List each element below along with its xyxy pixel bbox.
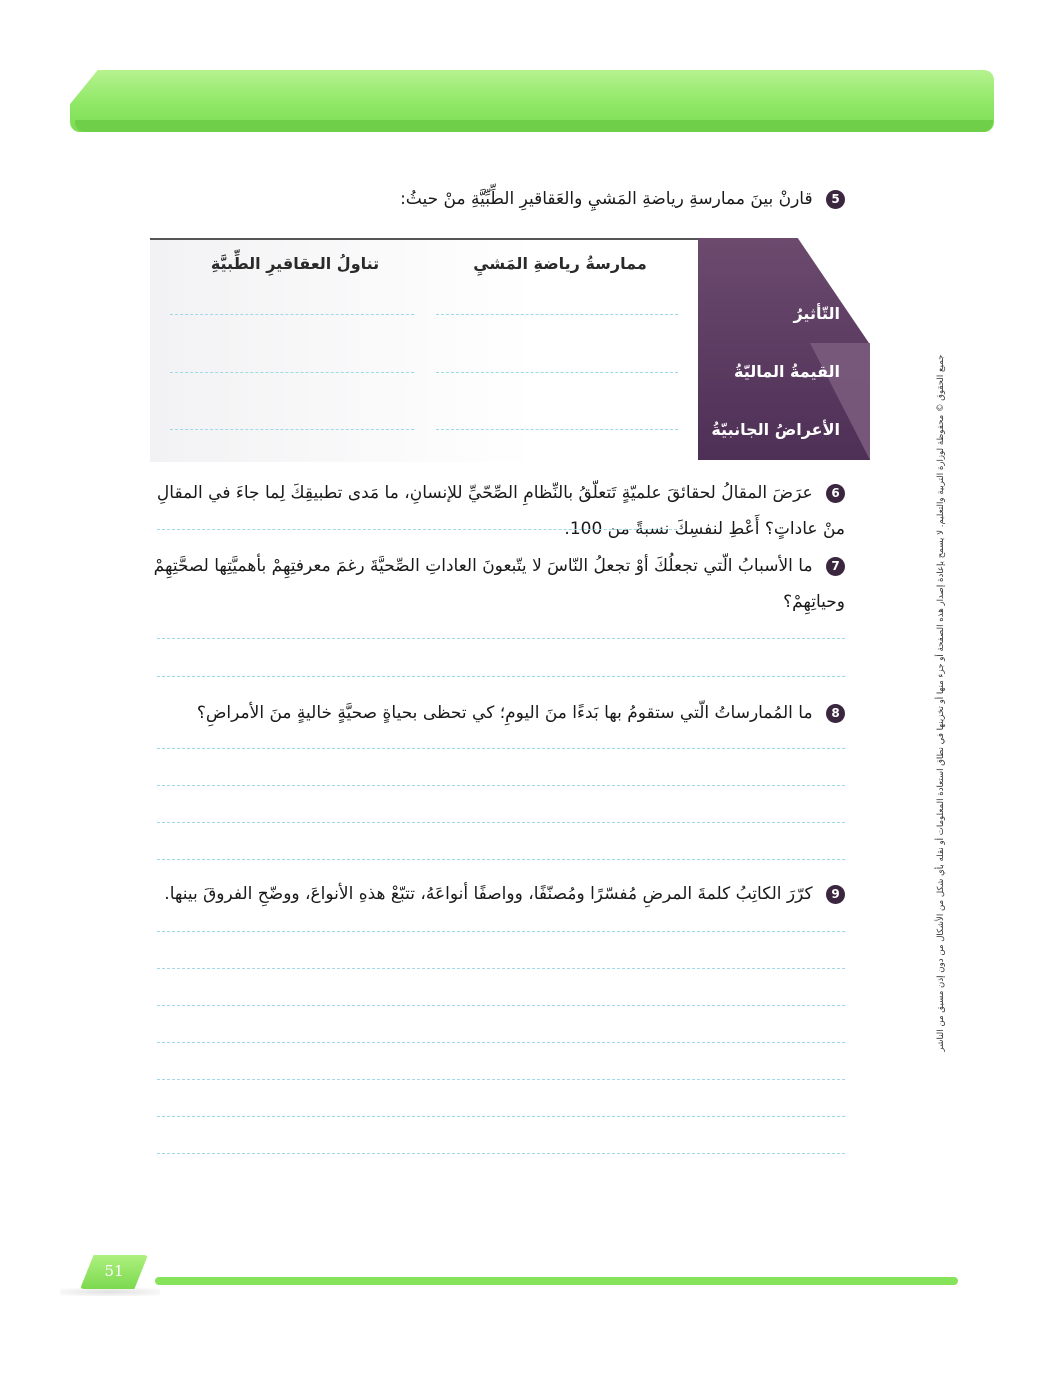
question-9 <box>150 876 845 912</box>
answer-line[interactable] <box>157 1042 845 1043</box>
question-text: ما الأسبابُ الّتي تجعلُكَ أوْ تجعلُ النّاسَ لا يتّبعونَ العاداتِ الصِّحيَّةَ رغمَ معرفتِهِمْ بأهميَّتِها لصحَّتِهِمْ وحياتِهِمْ؟ <box>153 556 845 612</box>
page-number: 51 <box>104 1262 124 1280</box>
answer-line[interactable] <box>157 859 845 860</box>
question-text: كرّرَ الكاتِبُ كلمةَ المرضِ مُفسّرًا ومُصنّفًا، وواصفًا أنواعَهُ، تتبّعْ هذهِ الأنواعَ، ووضّحِ الفروقَ بينها. <box>164 884 813 904</box>
answer-line[interactable] <box>157 529 677 530</box>
answer-line[interactable] <box>157 748 845 749</box>
answer-line[interactable] <box>436 314 678 315</box>
question-8 <box>180 695 845 731</box>
answer-line[interactable] <box>157 822 845 823</box>
answer-line[interactable] <box>157 931 845 932</box>
question-5 <box>380 181 845 217</box>
question-text: عرَضَ المقالُ لحقائقَ علميّةٍ تَتعلّقُ بالنِّظامِ الصِّحّيِّ للإنسانِ، ما مَدى تطبيقِكَ لِما جاءَ في المقالِ منْ عاداتٍ؟ أَعْطِ لنفسِكَ نسبةً من 100. <box>156 483 845 539</box>
question-number-badge: 6 <box>826 484 845 503</box>
copyright-side-note <box>928 346 954 1060</box>
question-7 <box>140 548 845 620</box>
answer-line[interactable] <box>170 314 414 315</box>
footer-bar <box>155 1277 958 1285</box>
answer-line[interactable] <box>436 372 678 373</box>
row-label-side-effects: الأعراضُ الجانبيّةُ <box>711 420 840 439</box>
column-header-walking: ممارسةُ رياضةِ المَشيِ <box>473 254 647 273</box>
question-number-badge: 7 <box>826 557 845 576</box>
answer-line[interactable] <box>157 1005 845 1006</box>
answer-line[interactable] <box>170 429 414 430</box>
answer-line[interactable] <box>157 1116 845 1117</box>
answer-line[interactable] <box>170 372 414 373</box>
column-header-drugs: تناولُ العقاقيرِ الطِّبيَّةِ <box>210 254 380 273</box>
question-text: ما المُمارساتُ الّتي ستقومُ بها بَدءًا منَ اليومِ؛ كي تحظى بحياةٍ صحيَّةٍ خاليةٍ منَ الأمراضِ؟ <box>196 703 813 723</box>
answer-line[interactable] <box>436 429 678 430</box>
answer-line[interactable] <box>157 968 845 969</box>
answer-line[interactable] <box>157 785 845 786</box>
answer-line[interactable] <box>157 1079 845 1080</box>
question-number-badge: 5 <box>826 190 845 209</box>
answer-line[interactable] <box>157 1153 845 1154</box>
answer-line[interactable] <box>157 638 845 639</box>
question-text: قارنْ بينَ ممارسةِ رياضةِ المَشيِ والعَقاقيرِ الطِّبِّيَّةِ منْ حيثُ: <box>400 189 813 209</box>
question-number-badge: 9 <box>826 885 845 904</box>
row-label-cost: القيمةُ الماليّةُ <box>733 362 840 381</box>
comparison-table <box>150 238 870 460</box>
question-number-badge: 8 <box>826 704 845 723</box>
header-banner-shadow <box>75 120 993 132</box>
footer-shadow <box>60 1288 160 1296</box>
copyright-text: جميع الحقوق © محفوظة لوزارة التربية والتعليم. لا يسمح بإعادة إصدار هذه الصفحة أو جزء منها أو تخزينها في نطاق استعادة المعلومات أو نقله بأي شكل من الأشكال من دون إذن مسبق من الناشر <box>936 354 946 1052</box>
answer-line[interactable] <box>157 676 845 677</box>
question-6 <box>140 475 845 547</box>
row-label-effect: التّأثيرُ <box>793 304 840 323</box>
